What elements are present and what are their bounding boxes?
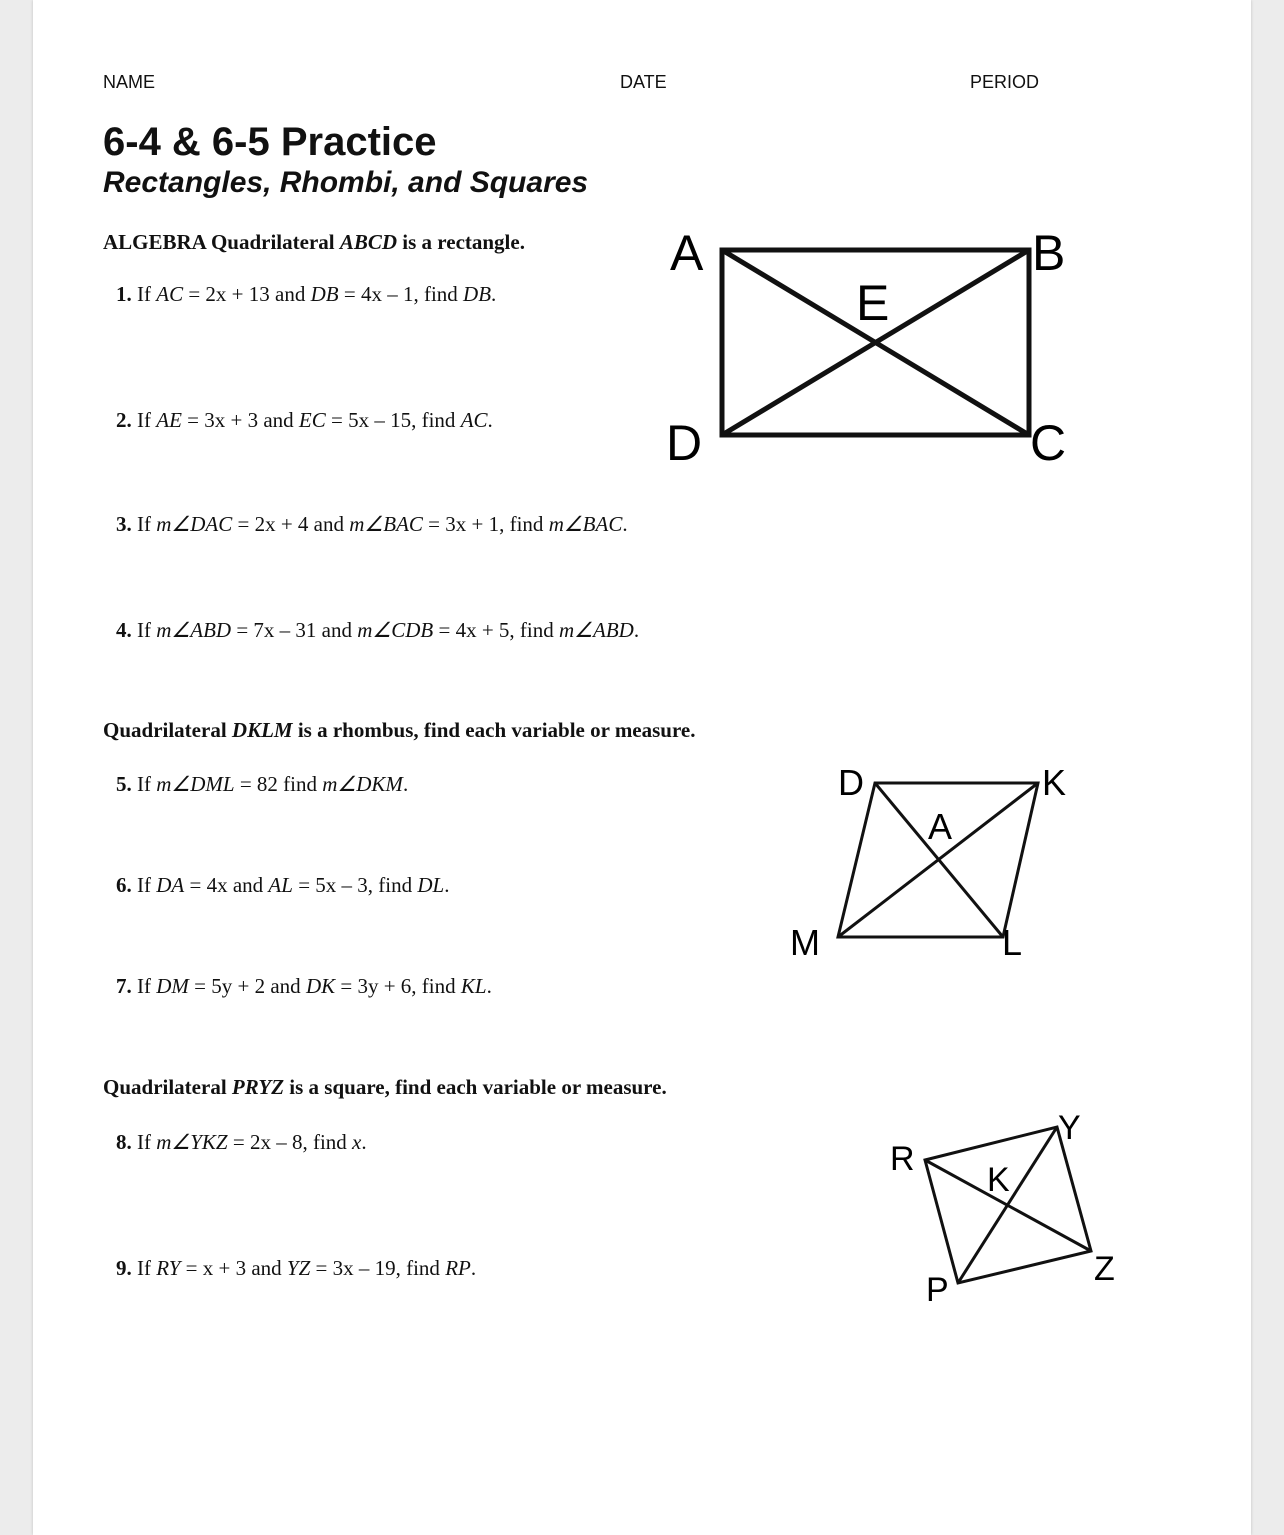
section-quad-name: PRYZ bbox=[231, 1075, 285, 1099]
label-k: K bbox=[1042, 762, 1067, 803]
problem-8: 8. If m∠YKZ = 2x – 8, find x. bbox=[116, 1130, 367, 1154]
label-e: E bbox=[856, 275, 890, 331]
section-heading-rectangle bbox=[103, 230, 525, 255]
problem-3: 3. If m∠DAC = 2x + 4 and m∠BAC = 3x + 1, find m∠BAC. bbox=[116, 512, 628, 536]
problem-number: 7. bbox=[116, 974, 132, 998]
label-a: A bbox=[928, 806, 953, 847]
section-heading-rhombus bbox=[103, 718, 696, 743]
section-heading-square bbox=[103, 1075, 667, 1100]
problem-number: 2. bbox=[116, 408, 132, 432]
problem-number: 3. bbox=[116, 512, 132, 536]
problem-7: 7. If DM = 5y + 2 and DK = 3y + 6, find KL. bbox=[116, 974, 492, 998]
problem-2: 2. If AE = 3x + 3 and EC = 5x – 15, find AC. bbox=[116, 408, 493, 432]
label-z: Z bbox=[1094, 1250, 1115, 1288]
problem-4: 4. If m∠ABD = 7x – 31 and m∠CDB = 4x + 5, find m∠ABD. bbox=[116, 618, 640, 642]
rhombus-dklm-figure bbox=[780, 755, 1080, 965]
label-p: P bbox=[926, 1271, 949, 1309]
problem-number: 1. bbox=[116, 282, 132, 306]
name-label: NAME bbox=[103, 72, 156, 92]
page-subtitle: Rectangles, Rhombi, and Squares bbox=[103, 166, 589, 199]
label-l: L bbox=[1002, 922, 1023, 963]
diagonal-yp bbox=[958, 1127, 1057, 1283]
label-b: B bbox=[1032, 225, 1066, 281]
problem-number: 8. bbox=[116, 1130, 132, 1154]
problem-1: 1. If AC = 2x + 13 and DB = 4x – 1, find DB. bbox=[116, 282, 497, 306]
square-pryz-figure bbox=[880, 1105, 1140, 1315]
rectangle-abcd-figure bbox=[660, 215, 1080, 470]
section-quad-text: Quadrilateral bbox=[103, 1075, 227, 1099]
problem-5: 5. If m∠DML = 82 find m∠DKM. bbox=[116, 772, 409, 796]
page-title: 6-4 & 6-5 Practice bbox=[103, 120, 437, 164]
problem-6: 6. If DA = 4x and AL = 5x – 3, find DL. bbox=[116, 873, 450, 897]
label-d: D bbox=[666, 415, 703, 471]
problem-number: 6. bbox=[116, 873, 132, 897]
section-quad-text: Quadrilateral bbox=[210, 230, 335, 254]
section-quad-name: ABCD bbox=[339, 230, 398, 254]
problem-9: 9. If RY = x + 3 and YZ = 3x – 19, find RP. bbox=[116, 1256, 477, 1280]
period-label: PERIOD bbox=[970, 72, 1040, 92]
section-rest: is a rectangle. bbox=[402, 230, 525, 254]
label-y: Y bbox=[1058, 1109, 1081, 1147]
section-rest: is a square, find each variable or measure. bbox=[289, 1075, 667, 1099]
label-m: M bbox=[790, 922, 820, 963]
label-a: A bbox=[670, 225, 704, 281]
label-k: K bbox=[987, 1161, 1010, 1199]
label-d: D bbox=[838, 762, 864, 803]
section-quad-text: Quadrilateral bbox=[103, 718, 227, 742]
section-quad-name: DKLM bbox=[231, 718, 293, 742]
section-rest: is a rhombus, find each variable or measure. bbox=[297, 718, 696, 742]
problem-number: 4. bbox=[116, 618, 132, 642]
problem-number: 9. bbox=[116, 1256, 132, 1280]
label-c: C bbox=[1030, 415, 1067, 471]
problem-number: 5. bbox=[116, 772, 132, 796]
date-label: DATE bbox=[620, 72, 667, 92]
label-r: R bbox=[890, 1140, 915, 1178]
section-lead: ALGEBRA bbox=[103, 230, 206, 254]
